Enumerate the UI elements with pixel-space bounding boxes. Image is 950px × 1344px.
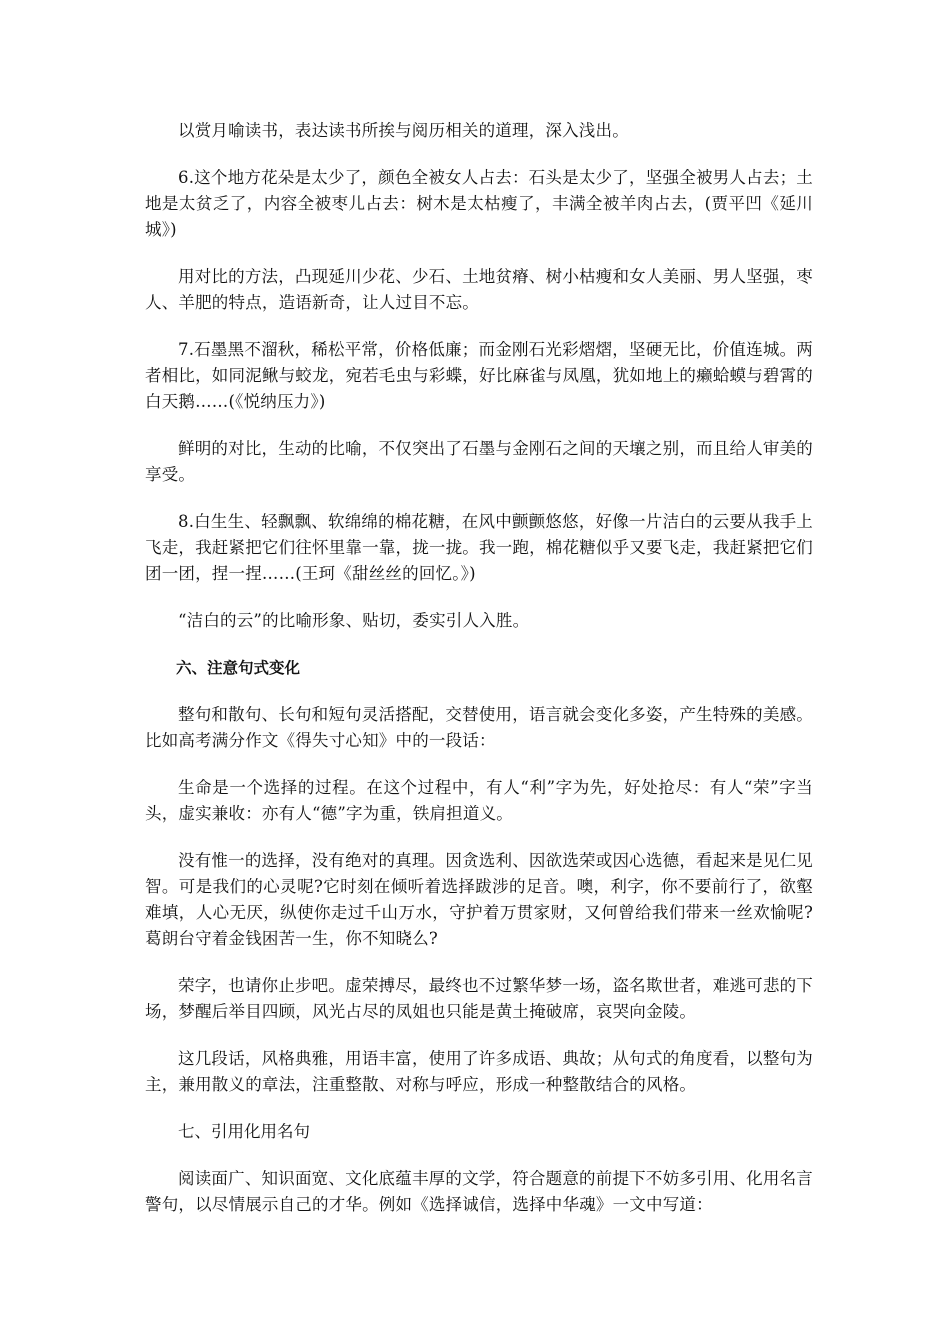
quoted-paragraph: 没有惟一的选择，没有绝对的真理。因贪选利、因欲选荣或因心选德，看起来是见仁见智。可是我们的心灵呢?它时刻在倾听着选择跋涉的足音。噢，利字，你不要前行了，欲壑难填，人心无厌，纵使你走过千山万水，守护着万贯家财，又何曾给我们带来一丝欢愉呢?葛朗台守着金钱困苦一生，你不知晓么?	[145, 851, 813, 948]
paragraph: 6.这个地方花朵是太少了，颜色全被女人占去：石头是太少了，坚强全被男人占去；土地是太贫乏了，内容全被枣儿占去：树木是太枯瘦了，丰满全被羊肉占去，(贾平凹《延川城》)	[145, 168, 813, 239]
paragraph: 以赏月喻读书，表达读书所挨与阅历相关的道理，深入浅出。	[178, 121, 629, 140]
paragraph: 8.白生生、轻飘飘、软绵绵的棉花糖，在风中颤颤悠悠，好像一片洁白的云要从我手上飞走，我赶紧把它们往怀里靠一靠，拢一拢。我一跑，棉花糖似乎又要飞走，我赶紧把它们团一团，捏一捏……(王珂《甜丝丝的回忆。》)	[145, 512, 813, 583]
paragraph: 用对比的方法，凸现延川少花、少石、土地贫瘠、树小枯瘦和女人美丽、男人坚强，枣人、羊肥的特点，造语新奇，让人过目不忘。	[145, 267, 813, 312]
paragraph: 这几段话，风格典雅，用语丰富，使用了许多成语、典故；从句式的角度看，以整句为主，兼用散义的章法，注重整散、对称与呼应，形成一种整散结合的风格。	[145, 1049, 813, 1094]
paragraph: 阅读面广、知识面宽、文化底蕴丰厚的文学，符合题意的前提下不妨多引用、化用名言警句，以尽情展示自己的才华。例如《选择诚信，选择中华魂》一文中写道：	[145, 1169, 813, 1214]
paragraph: 鲜明的对比，生动的比喻，不仅突出了石墨与金刚石之间的天壤之别，而且给人审美的享受。	[145, 439, 813, 484]
document-body	[145, 118, 813, 1239]
section-heading: 六、注意句式变化	[176, 659, 301, 677]
section-heading: 七、引用化用名句	[178, 1122, 310, 1141]
paragraph: “洁白的云”的比喻形象、贴切，委实引人入胜。	[178, 611, 530, 630]
quoted-paragraph: 荣字，也请你止步吧。虚荣搏尽，最终也不过繁华梦一场，盗名欺世者，难逃可悲的下场，梦醒后举目四顾，风光占尽的凤姐也只能是黄土掩破席，哀哭向金陵。	[145, 976, 813, 1021]
paragraph: 7.石墨黑不溜秋，稀松平常，价格低廉；而金刚石光彩熠熠，坚硬无比，价值连城。两者相比，如同泥鳅与蛟龙，宛若毛虫与彩蝶，好比麻雀与凤凰，犹如地上的癞蛤蟆与碧霄的白天鹅……(《悦纳压力》)	[145, 340, 813, 411]
quoted-paragraph: 生命是一个选择的过程。在这个过程中，有人“利”字为先，好处抢尽：有人“荣”字当头，虚实兼收：亦有人“德”字为重，铁肩担道义。	[145, 778, 813, 823]
paragraph: 整句和散句、长句和短句灵活搭配，交替使用，语言就会变化多姿，产生特殊的美感。比如高考满分作文《得失寸心知》中的一段话：	[145, 705, 813, 750]
